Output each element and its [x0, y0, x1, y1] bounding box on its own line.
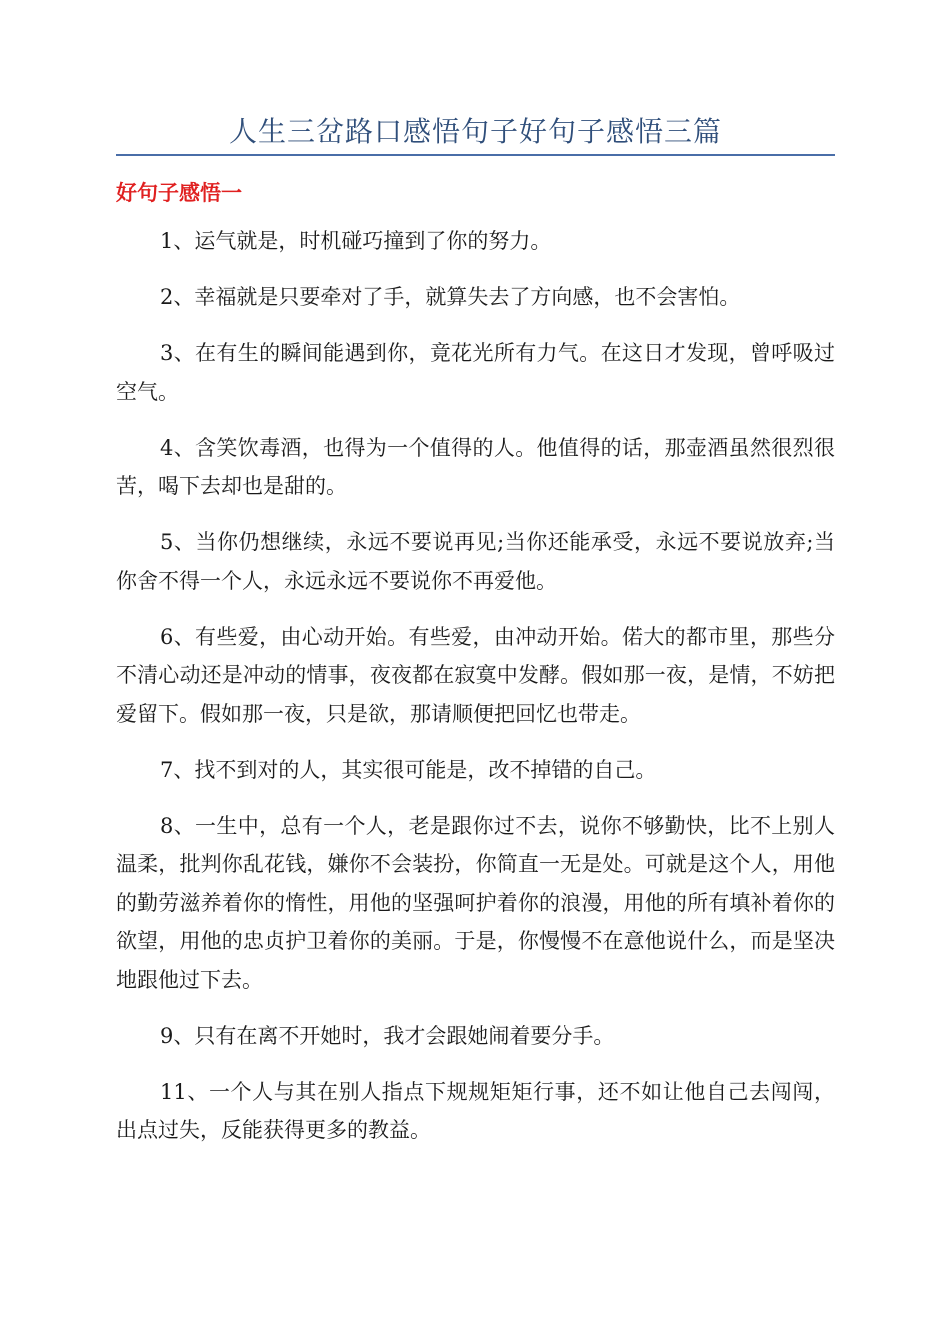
- list-item: 6、有些爱，由心动开始。有些爱，由冲动开始。偌大的都市里，那些分不清心动还是冲动的情事，夜夜都在寂寞中发酵。假如那一夜，是情，不妨把爱留下。假如那一夜，只是欲，那请顺便把回忆也带走。: [116, 624, 835, 726]
- list-item: 11、一个人与其在别人指点下规规矩矩行事，还不如让他自己去闯闯，出点过失，反能获得更多的教益。: [116, 1079, 835, 1142]
- title-divider: [116, 154, 835, 156]
- sentence-list: [116, 222, 835, 1167]
- section-heading: 好句子感悟一: [116, 181, 242, 205]
- list-item: 7、找不到对的人，其实很可能是，改不掉错的自己。: [160, 757, 657, 782]
- list-item: 9、只有在离不开她时，我才会跟她闹着要分手。: [160, 1023, 615, 1048]
- list-item: 3、在有生的瞬间能遇到你，竟花光所有力气。在这日才发现，曾呼吸过空气。: [116, 341, 835, 404]
- page-title: 人生三岔路口感悟句子好句子感悟三篇: [228, 115, 722, 148]
- list-item: 1、运气就是，时机碰巧撞到了你的努力。: [160, 229, 552, 253]
- list-item: 4、含笑饮毒酒，也得为一个值得的人。他值得的话，那壶酒虽然很烈很苦，喝下去却也是甜的。: [116, 435, 835, 498]
- list-item: 2、幸福就是只要牵对了手，就算失去了方向感，也不会害怕。: [160, 285, 741, 309]
- list-item: 5、当你仍想继续，永远不要说再见;当你还能承受，永远不要说放弃;当你舍不得一个人，永远永远不要说你不再爱他。: [116, 530, 835, 593]
- list-item: 8、一生中，总有一个人，老是跟你过不去，说你不够勤快，比不上别人温柔，批判你乱花钱，嫌你不会装扮，你简直一无是处。可就是这个人，用他的勤劳滋养着你的惰性，用他的坚强呵护着你的浪漫，用他的所有填补着你的欲望，用他的忠贞护卫着你的美丽。于是，你慢慢不在意他说什么，而是坚决地跟他过下去。: [116, 813, 835, 992]
